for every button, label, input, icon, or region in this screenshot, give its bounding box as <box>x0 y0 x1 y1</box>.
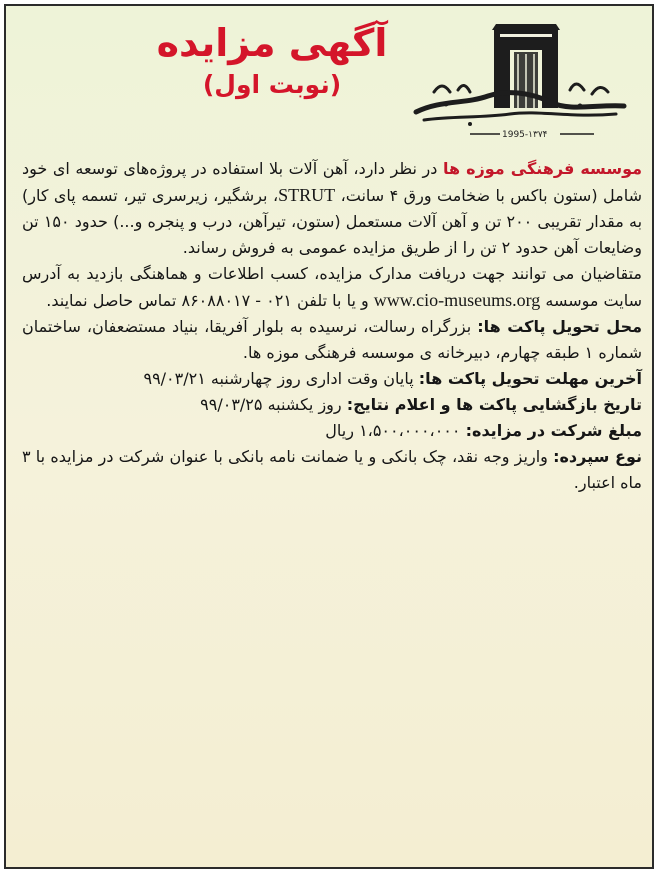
contact-paragraph <box>22 261 642 314</box>
opening-date-label: تاریخ بازگشایی پاکت ها و اعلام نتایج: <box>346 395 642 414</box>
contact-text-c: تماس حاصل نمایند. <box>46 291 182 310</box>
participation-fee-text: ۱،۵۰۰،۰۰۰،۰۰۰ ریال <box>325 421 466 440</box>
website-link[interactable]: www.cio-museums.org <box>373 290 541 310</box>
contact-text-a: متقاضیان می توانند جهت دریافت مدارک مزایده، کسب اطلاعات و هماهنگی بازدید به آدرس سایت موسسه <box>22 264 642 310</box>
opening-date-text: روز یکشنبه ۹۹/۰۳/۲۵ <box>200 395 347 414</box>
deposit-type-text: واریز وجه نقد، چک بانکی و یا ضمانت نامه بانکی با عنوان شرکت در مزایده با ۳ ماه اعتبار. <box>22 447 642 492</box>
intro-paragraph <box>22 156 642 261</box>
phone-number: ۰۲۱ - ۸۶۰۸۸۰۱۷ <box>181 291 292 310</box>
deadline-text: پایان وقت اداری روز چهارشنبه ۹۹/۰۳/۲۱ <box>143 369 419 388</box>
deadline-label: آخرین مهلت تحویل پاکت ها: <box>418 369 642 388</box>
delivery-place <box>22 314 642 366</box>
participation-fee <box>22 418 642 444</box>
deposit-type <box>22 444 642 496</box>
intro-text-b: ، برشگیر، زیرسری تیر، تسمه پای کار) به مقدار تقریبی ۲۰۰ تن و آهن آلات مستعمل (ستون، تیرآهن، درب و پنجره و...) حدود ۱۵۰ تن وضایعات آهن حدود ۲ تن را از طریق مزایده عمومی به فروش رساند. <box>22 186 643 257</box>
gate-emblem-icon <box>410 20 636 144</box>
page-subtitle: (نوبت اول) <box>202 70 342 99</box>
organization-name: موسسه فرهنگی موزه ها <box>442 159 643 178</box>
page-title: آگهی مزایده <box>156 21 388 65</box>
notice-body <box>22 156 642 496</box>
opening-date <box>22 392 642 418</box>
logo-years: 1995-۱۳۷۴ <box>502 130 548 140</box>
deadline <box>22 366 642 392</box>
intro-text-a: در نظر دارد، آهن آلات بلا استفاده در پروژه‌های توسعه ای خود شامل (ستون باکس با ضخامت ورق ۴ سانت، <box>22 159 642 205</box>
deposit-type-label: نوع سپرده: <box>553 447 643 466</box>
delivery-place-label: محل تحویل پاکت ها: <box>477 317 643 336</box>
contact-text-b: و یا با تلفن <box>291 291 374 310</box>
auction-notice <box>4 4 654 869</box>
museum-logo <box>410 20 636 144</box>
delivery-place-text: بزرگراه رسالت، نرسیده به بلوار آفریقا، بنیاد مستضعفان، ساختمان شماره ۱ طبقه چهارم، دبیرخانه ی موسسه فرهنگی موزه ها. <box>22 317 642 362</box>
participation-fee-label: مبلغ شرکت در مزایده: <box>465 421 642 440</box>
title-block <box>154 18 390 102</box>
strut-term: STRUT <box>278 185 336 205</box>
